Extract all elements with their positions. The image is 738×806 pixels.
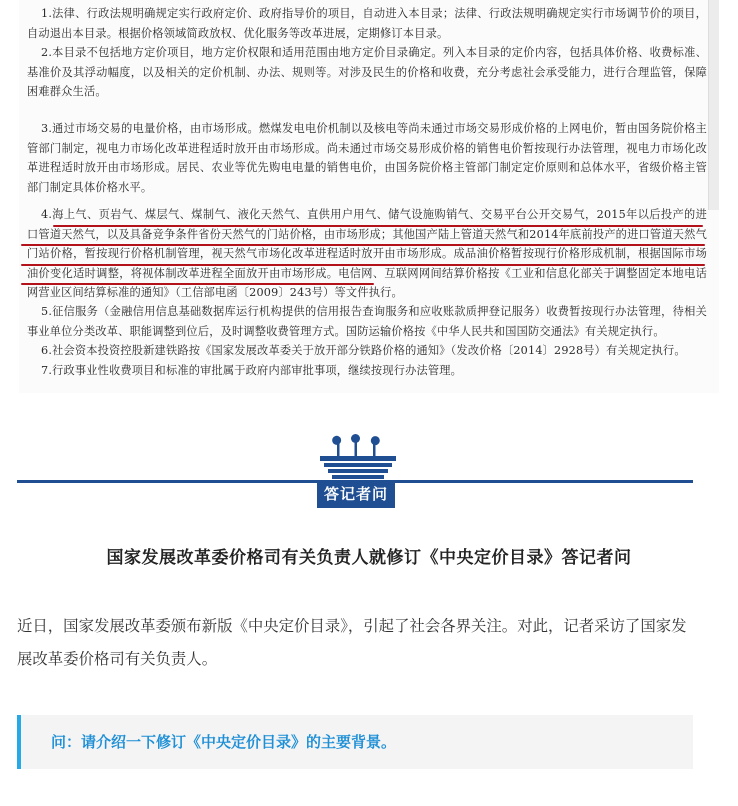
- podium-microphones-icon: [318, 434, 398, 482]
- red-underline: [21, 264, 705, 266]
- document-paragraph: 5.征信服务（金融信用信息基础数据库运行机构提供的信用报告查询服务和应收账款质押登记服务）收费暂按现行办法管理，待相关事业单位分类改革、职能调整到位后，及时调整收费管理方式。国防运输价格按《中华人民共和国国防交通法》有关规定执行。: [27, 305, 707, 338]
- article-intro: 近日，国家发展改革委颁布新版《中央定价目录》，引起了社会各界关注。对此，记者采访了国家发展改革委价格司有关负责人。: [17, 617, 687, 668]
- section-label: 答记者问: [317, 480, 395, 508]
- scan-scrollbar[interactable]: [708, 0, 719, 210]
- question-text: 问：请介绍一下修订《中央定价目录》的主要背景。: [51, 733, 397, 751]
- question-box: [17, 715, 693, 769]
- red-underline: [53, 225, 703, 227]
- document-paragraph: 6.社会资本投资控股新建铁路按《国家发展改革委关于放开部分铁路价格的通知》（发改价格〔2014〕2928号）有关规定执行。: [41, 344, 686, 357]
- red-underline: [21, 244, 705, 246]
- article-title: 国家发展改革委价格司有关负责人就修订《中央定价目录》答记者问: [106, 548, 632, 568]
- scanned-document-image: [19, 0, 719, 393]
- document-paragraph: 4.海上气、页岩气、煤层气、煤制气、液化天然气、直供用户用气、储气设施购销气、交易平台公开交易气，2015年以后投产的进口管道天然气，以及具备竞争条件省份天然气的门站价格，由市场形成；其他国产陆上管道天然气和2014年底前投产的进口管道天然气门站价格，暂按现行价格机制管理，视天然气市场化改革进程适时放开由市场形成。成品油价格暂按现行价格形成机制，根据国际市场油价变化适时调整，将视体制改革进程全面放开由市场形成。电信网、互联网网间结算价格按《工业和信息化部关于调整固定本地电话网营业区间结算标准的通知》（工信部电函〔2009〕243号）等文件执行。: [27, 208, 707, 300]
- document-paragraph: 1.法律、行政法规明确规定实行政府定价、政府指导价的项目，自动进入本目录；法律、行政法规明确规定实行市场调节价的项目，自动退出本目录。根据价格领域简政放权、优化服务等改革进展，定期修订本目录。: [27, 7, 707, 40]
- section-banner: [17, 434, 693, 512]
- document-paragraph: 2.本目录不包括地方定价项目，地方定价权限和适用范围由地方定价目录确定。列入本目录的定价内容，包括具体价格、收费标准、基准价及其浮动幅度，以及相关的定价机制、办法、规则等。对涉及民生的价格和收费，充分考虑社会承受能力，进行合理监管，保障困难群众生活。: [27, 46, 707, 99]
- document-paragraph: 7.行政事业性收费项目和标准的审批属于政府内部审批事项，继续按现行办法管理。: [41, 364, 463, 377]
- document-paragraph: 3.通过市场交易的电量价格，由市场形成。燃煤发电电价机制以及核电等尚未通过市场交易形成价格的上网电价，暂由国务院价格主管部门制定，视电力市场化改革进程适时放开由市场形成。尚未通过市场交易形成价格的销售电价暂按现行办法管理，视电力市场化改革进程适时放开由市场形成。居民、农业等优先购电电量的销售电价，由国务院价格主管部门制定定价原则和总体水平，省级价格主管部门制定具体价格水平。: [27, 122, 707, 194]
- red-underline: [21, 283, 374, 285]
